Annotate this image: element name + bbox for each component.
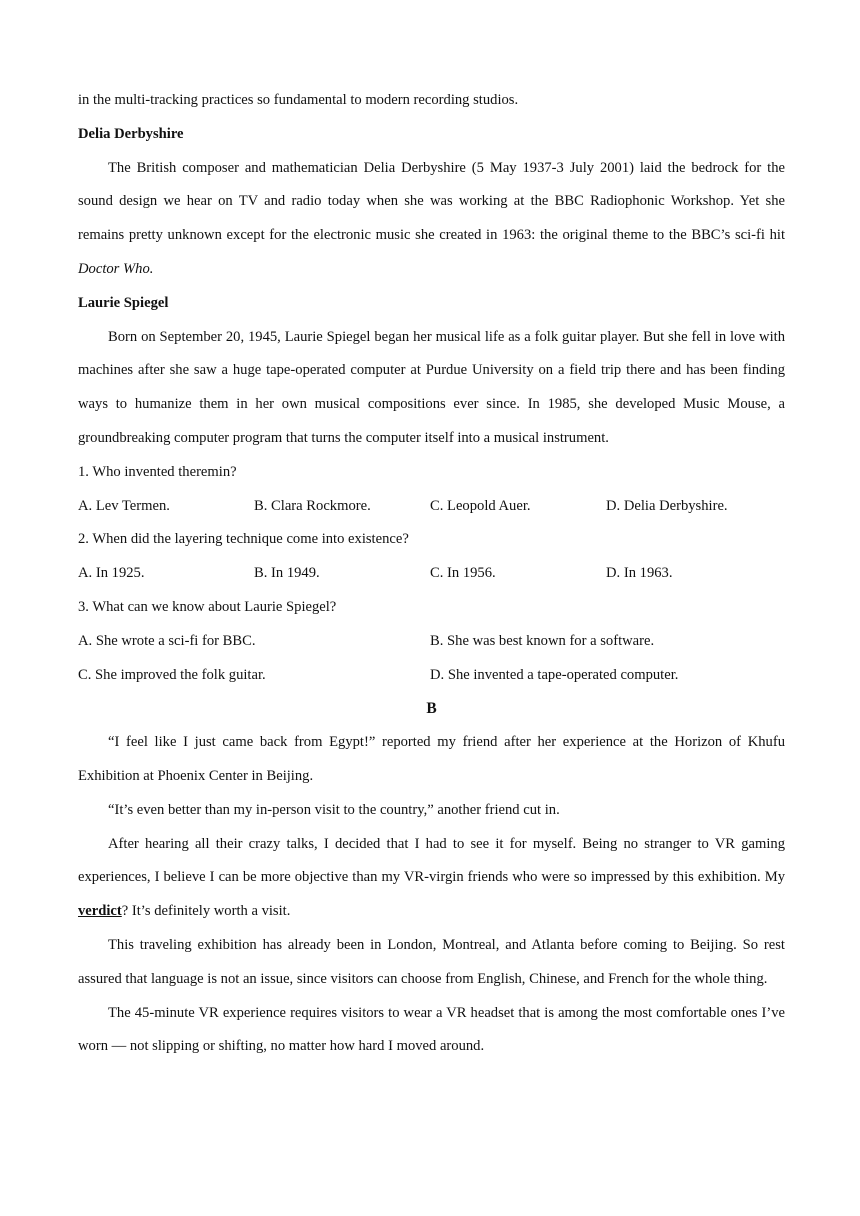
question-3: 3. What can we know about Laurie Spiegel? [78,598,337,615]
section-b-paragraph-4: This traveling exhibition has already been in London, Montreal, and Atlanta before coming to Beijing. So rest assured that language is not an issue, since visitors can choose from English, Chinese, and French for the whole thing. [78,936,785,987]
option-d: D. Delia Derbyshire. [606,497,728,514]
underlined-word-verdict: verdict [78,903,122,920]
option-b: B. In 1949. [254,565,320,582]
p3-text-before: After hearing all their crazy talks, I decided that I had to see it for myself. Being no stranger to VR gaming experiences, I believe I can be more objective than my VR-virgin friends who were so impressed by this exhibition. My [78,835,785,886]
question-2-options [78,557,785,591]
paragraph-delia-derbyshire [78,152,785,287]
option-c: C. In 1956. [430,565,496,582]
option-b: B. Clara Rockmore. [254,497,371,514]
option-a: A. In 1925. [78,565,145,582]
question-1: 1. Who invented theremin? [78,463,237,480]
continued-paragraph-line: in the multi-tracking practices so fundamental to modern recording studios. [78,92,519,108]
section-b-paragraph-2: “It’s even better than my in-person visit to the country,” another friend cut in. [108,801,560,818]
section-b-paragraph-5: The 45-minute VR experience requires visitors to wear a VR headset that is among the most comfortable ones I’ve worn — not slipping or shifting, no matter how hard I moved around. [78,1004,785,1055]
document-content [78,84,785,1064]
option-a: A. She wrote a sci-fi for BBC. [78,632,256,649]
question-1-options [78,490,785,524]
question-2: 2. When did the layering technique come into existence? [78,531,409,548]
option-c: C. She improved the folk guitar. [78,666,266,683]
option-d: D. She invented a tape-operated computer. [430,666,679,683]
doctor-who-title: Doctor Who. [78,260,154,277]
option-d: D. In 1963. [606,565,673,582]
question-3-options-row-1 [78,625,785,659]
heading-delia-derbyshire: Delia Derbyshire [78,125,184,142]
section-b-label: B [426,700,437,718]
option-a: A. Lev Termen. [78,497,170,514]
section-b-paragraph-1: “I feel like I just came back from Egypt!” reported my friend after her experience at the Horizon of Khufu Exhibition at Phoenix Center in Beijing. [78,734,785,784]
p3-text-after: ? It’s definitely worth a visit. [121,903,291,920]
paragraph-laurie-spiegel: Born on September 20, 1945, Laurie Spiegel began her musical life as a folk guitar player. But she fell in love with machines after she saw a huge tape-operated computer at Purdue University on a field trip there and has been finding ways to humanize them in her own musical compositions ever since. In 1985, she developed Music Mouse, a groundbreaking computer program that turns the computer itself into a musical instrument. [78,328,785,446]
section-b-paragraph-3 [78,828,785,929]
heading-laurie-spiegel: Laurie Spiegel [78,294,169,311]
delia-text: The British composer and mathematician Delia Derbyshire (5 May 1937-3 July 2001) laid the bedrock for the sound design we hear on TV and radio today when she was working at the BBC Radiophonic Workshop. Yet she remains pretty unknown except for the electronic music she created in 1963: the original theme to the BBC’s sci-fi hit [78,159,785,244]
question-3-options-row-2 [78,659,785,693]
option-c: C. Leopold Auer. [430,497,531,514]
option-b: B. She was best known for a software. [430,632,655,649]
